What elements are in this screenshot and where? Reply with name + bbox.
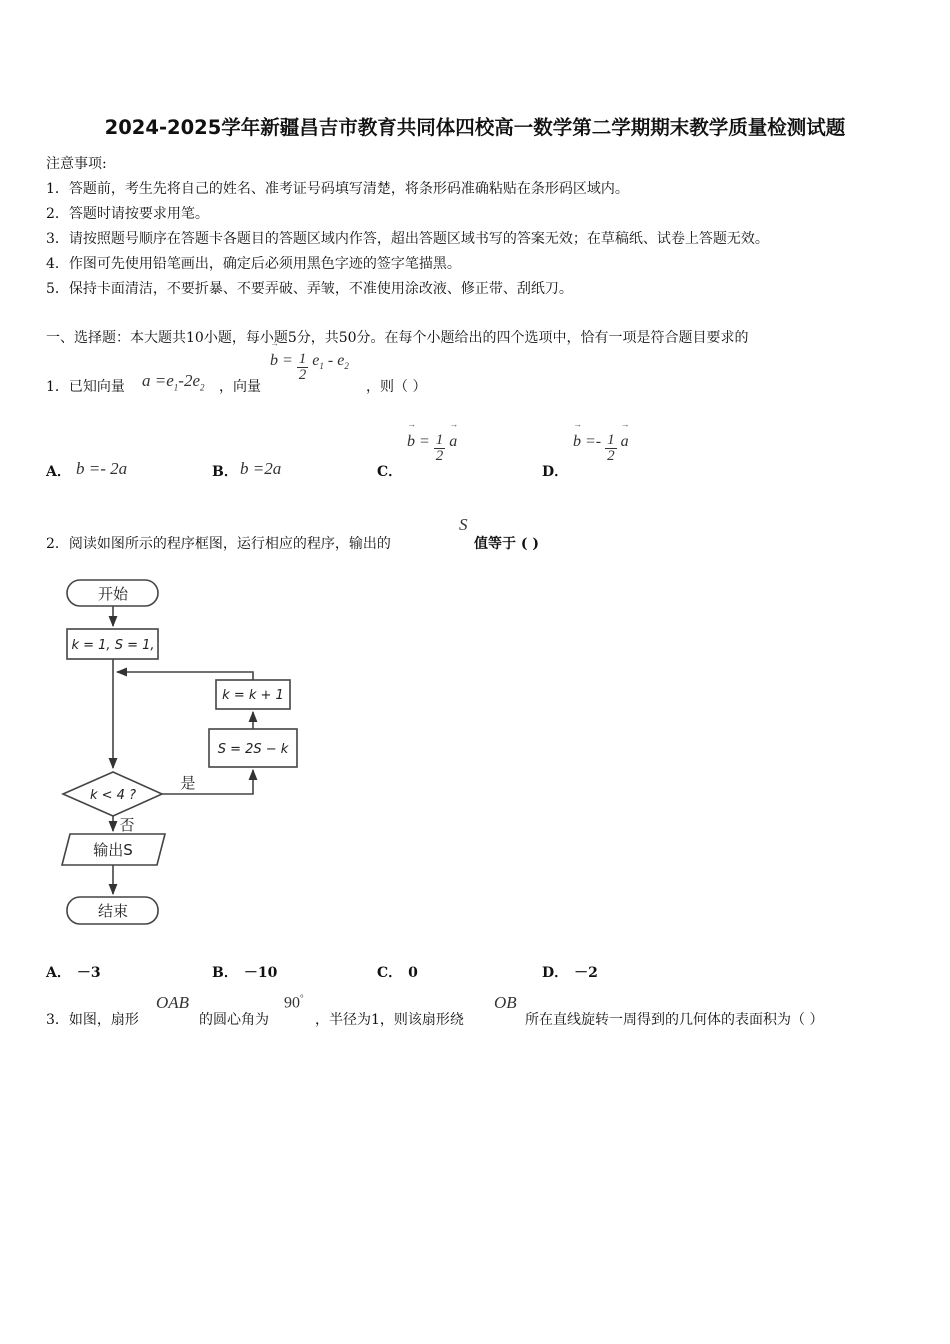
q1-option-c[interactable]: → b = $\frac{1}{2}$ → a: [407, 433, 457, 464]
q1-option-c-label[interactable]: C．: [377, 464, 403, 480]
notice-item-1: 1．答题前，考生先将自己的姓名、准考证号码填写清楚，将条形码准确粘贴在条形码区域内。: [46, 181, 629, 197]
q2-option-c[interactable]: C． 0: [377, 965, 418, 981]
q2-variable-s: S: [459, 515, 468, 534]
q1-option-b-label[interactable]: B．: [212, 464, 238, 480]
flow-condition: k < 4 ?: [90, 788, 136, 803]
q3-angle: 90°: [284, 993, 304, 1012]
vector-b-expression: → b = $\frac{1}{2}$ $e_1 - e_2$: [270, 352, 349, 383]
flow-output: 输出S: [93, 841, 133, 859]
question-1: [46, 376, 125, 396]
q1-option-d-label[interactable]: D．: [542, 464, 569, 480]
q2-option-b[interactable]: B． －10: [212, 965, 278, 981]
question-2: 2．阅读如图所示的程序框图，运行相应的程序，输出的: [46, 536, 391, 552]
q3-text-b: 的圆心角为: [199, 1012, 269, 1028]
vector-a-expression: $a =e_1-2e_2$: [142, 371, 205, 393]
question-text: 已知向量: [68, 379, 125, 395]
q1-option-a-label[interactable]: A．: [46, 464, 71, 480]
flow-init: k = 1, S = 1,: [71, 638, 155, 653]
q2-text-b: 值等于 ( ): [474, 536, 539, 552]
flow-no-label: 否: [119, 816, 135, 834]
q2-option-a[interactable]: A． －3: [46, 965, 101, 981]
flowchart: [55, 572, 315, 934]
notice-item-3: 3．请按照题号顺序在答题卡各题目的答题区域内作答，超出答题区域书写的答案无效；在草稿纸、试卷上答题无效。: [46, 231, 769, 247]
flow-update: S = 2S − k: [217, 742, 289, 757]
notice-item-2: 2．答题时请按要求用笔。: [46, 206, 209, 222]
q3-var-oab: OAB: [156, 993, 190, 1012]
page-title: 2024-2025学年新疆昌吉市教育共同体四校高一数学第二学期期末教学质量检测试题: [104, 116, 846, 139]
q1-option-d[interactable]: → b =- $\frac{1}{2}$ → a: [573, 433, 629, 464]
q3-var-ob: OB: [494, 993, 517, 1012]
q3-text-c: ，半径为1，则该扇形绕: [315, 1012, 464, 1028]
q3-text-d: 所在直线旋转一周得到的几何体的表面积为（ ）: [525, 1012, 824, 1028]
notice-item-4: 4．作图可先使用铅笔画出，确定后必须用黑色字迹的签字笔描黑。: [46, 256, 461, 272]
section-heading: 一、选择题：本大题共10小题，每小题5分，共50分。在每个小题给出的四个选项中，恰有一项是符合题目要求的: [46, 330, 749, 346]
flow-end: 结束: [97, 902, 129, 920]
question-text-b: ，向量: [219, 379, 261, 395]
q1-option-a[interactable]: b =- 2a: [76, 459, 128, 478]
notice-item-5: 5．保持卡面清洁，不要折暴、不要弄破、弄皱，不准使用涂改液、修正带、刮纸刀。: [46, 281, 573, 297]
flow-start: 开始: [97, 585, 129, 603]
question-text-c: ，则（ ）: [366, 379, 427, 395]
flow-yes-label: 是: [180, 774, 196, 792]
question-3: 3．如图，扇形: [46, 1012, 139, 1028]
flow-increment: k = k + 1: [222, 688, 284, 703]
notice-heading: 注意事项:: [46, 156, 107, 172]
question-number: 1．: [46, 379, 69, 395]
q2-option-d[interactable]: D． －2: [542, 965, 598, 981]
q1-option-b[interactable]: b =2a: [240, 459, 282, 478]
